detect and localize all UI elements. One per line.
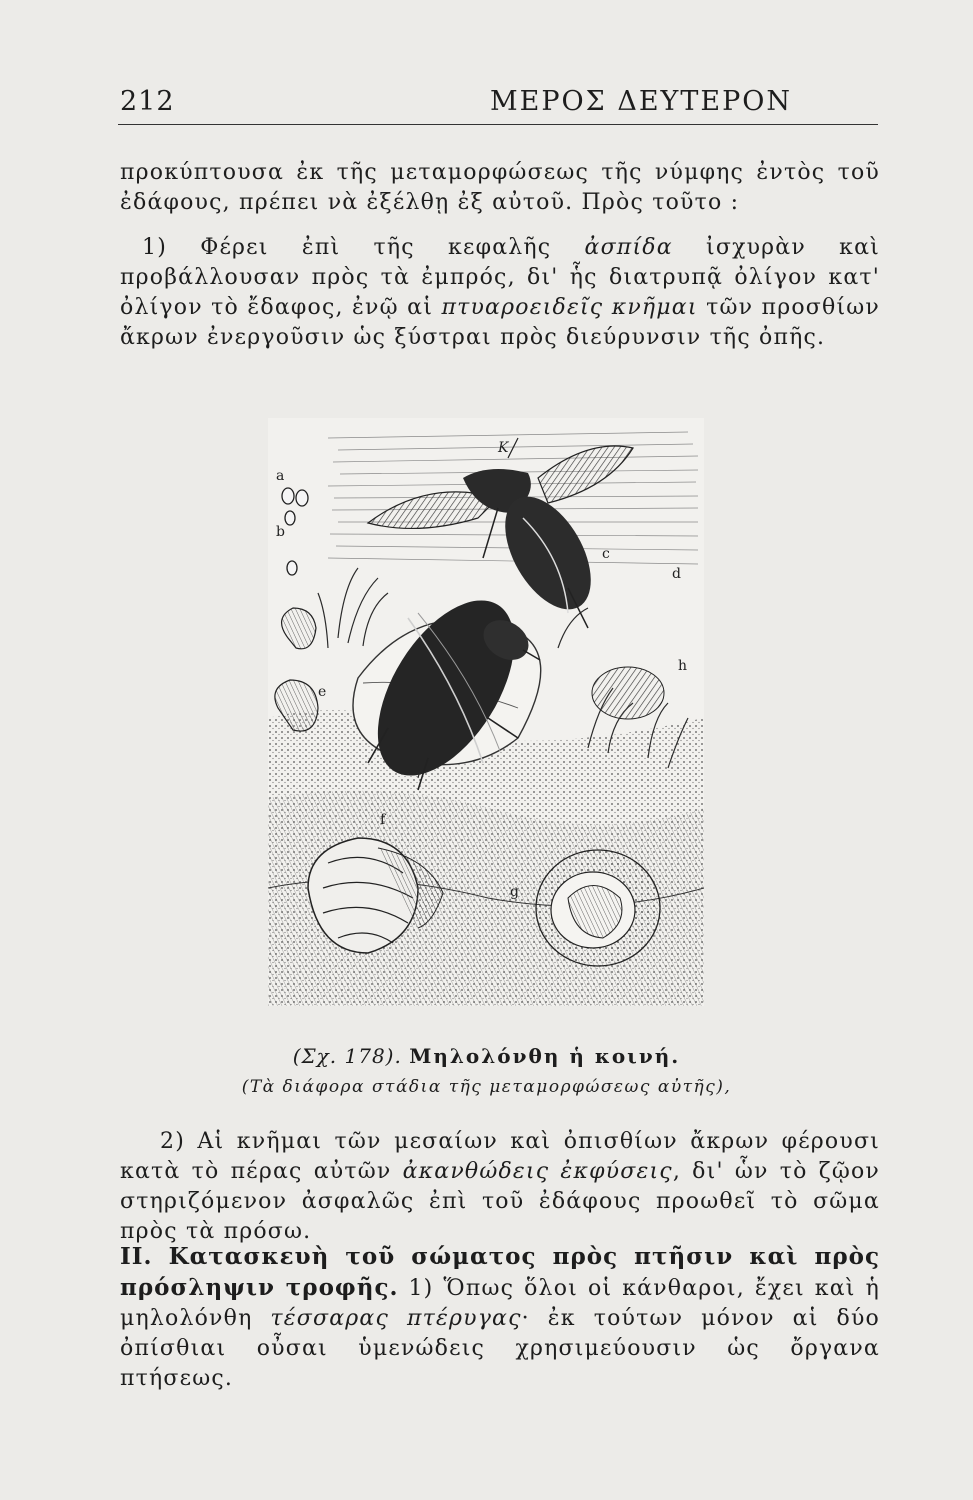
label-f: f — [380, 812, 386, 828]
section-heading: ΙΙ. Κατασκευὴ τοῦ σώματος πρὸς πτῆσιν καὶ πρὸς πρόσληψιν τροφῆς. — [120, 1243, 880, 1301]
paragraph-3-text-a: 2) Αἱ κνῆμαι τῶν μεσαίων καὶ ὀπισθίων ἄκρων φέρουσι κατὰ τὸ πέρας αὐτῶν — [120, 1129, 880, 1184]
figure-caption — [0, 1044, 973, 1068]
label-e: e — [318, 684, 327, 700]
figure-number: (Σχ. 178). — [292, 1044, 402, 1068]
beetle-engraving-svg — [268, 418, 704, 1006]
paragraph-1-text: προκύπτουσα ἐκ τῆς μεταμορφώσεως τῆς νύμφης ἐντὸς τοῦ ἐδάφους, πρέπει νὰ ἐξέλθῃ ἐξ αὐτοῦ. Πρὸς τοῦτο : — [120, 160, 880, 215]
label-b: b — [276, 524, 285, 540]
eggs — [282, 488, 308, 575]
paragraph-4-text-b: · ἐκ τούτων μόνον αἱ δύο ὀπίσθιαι οὖσαι ὑμενώδεις χρησιμεύουσιν ὡς ὄργανα πτήσεως. — [120, 1306, 880, 1391]
paragraph-3-text-b: , δι' ὧν τὸ ζῷον στηριζόμενον ἀσφαλῶς ἐπὶ τοῦ ἐδάφους προωθεῖ τὸ σῶμα πρὸς τὰ πρόσω. — [120, 1159, 880, 1244]
pupa-cell — [536, 850, 660, 966]
label-d: d — [672, 566, 681, 582]
paragraph-2-text-c: τῶν προσθίων ἄκρων ἐνεργοῦσιν ὡς ξύστραι πρὸς διεύρυνσιν τῆς ὀπῆς. — [120, 295, 881, 350]
label-a: a — [276, 468, 285, 484]
paragraph-3 — [120, 1127, 880, 1247]
flying-beetle — [368, 438, 633, 628]
paragraph-2-italic-tibiae: πτυαροειδεῖς κνῆμαι — [441, 295, 698, 320]
paragraph-1 — [120, 158, 880, 218]
buried-beetle — [592, 667, 664, 719]
paragraph-2-text-b: ἰσχυρὰν καὶ προβάλλουσαν πρὸς τὰ ἐμπρός, δι' ἧς διατρυπᾷ ὀλίγον κατ' ὀλίγον τὸ ἔδαφος, ἐνῷ αἱ — [120, 235, 880, 320]
figure-subcaption: (Τὰ διάφορα στάδια τῆς μεταμορφώσεως αὐτῆς), — [241, 1077, 732, 1097]
paragraph-3-italic: ἀκανθώδεις ἐκφύσεις — [402, 1159, 673, 1184]
paragraph-2-italic-shield: ἀσπίδα — [584, 235, 673, 260]
running-title: ΜΕΡΟΣ ΔΕΥΤΕΡΟΝ — [490, 86, 793, 117]
page-number: 212 — [120, 86, 175, 117]
label-c: c — [602, 546, 610, 562]
paragraph-2-text-a: 1) Φέρει ἐπὶ τῆς κεφαλῆς — [142, 235, 585, 260]
label-k: K — [498, 440, 509, 456]
paragraph-4 — [120, 1242, 880, 1394]
page-header — [118, 84, 878, 125]
label-g: g — [510, 884, 519, 900]
label-h: h — [678, 658, 688, 674]
small-larvae — [275, 608, 318, 731]
paragraph-2 — [120, 233, 880, 353]
figure-title: Μηλολόνθη ἡ κοινή. — [409, 1044, 681, 1068]
paragraph-4-text-a: 1) Ὅπως ὅλοι οἱ κάνθαροι, ἔχει καὶ ἡ μηλολόνθη — [120, 1276, 880, 1331]
beetle-illustration — [268, 418, 704, 1006]
paragraph-4-italic: τέσσαρας πτέρυγας — [270, 1306, 522, 1331]
